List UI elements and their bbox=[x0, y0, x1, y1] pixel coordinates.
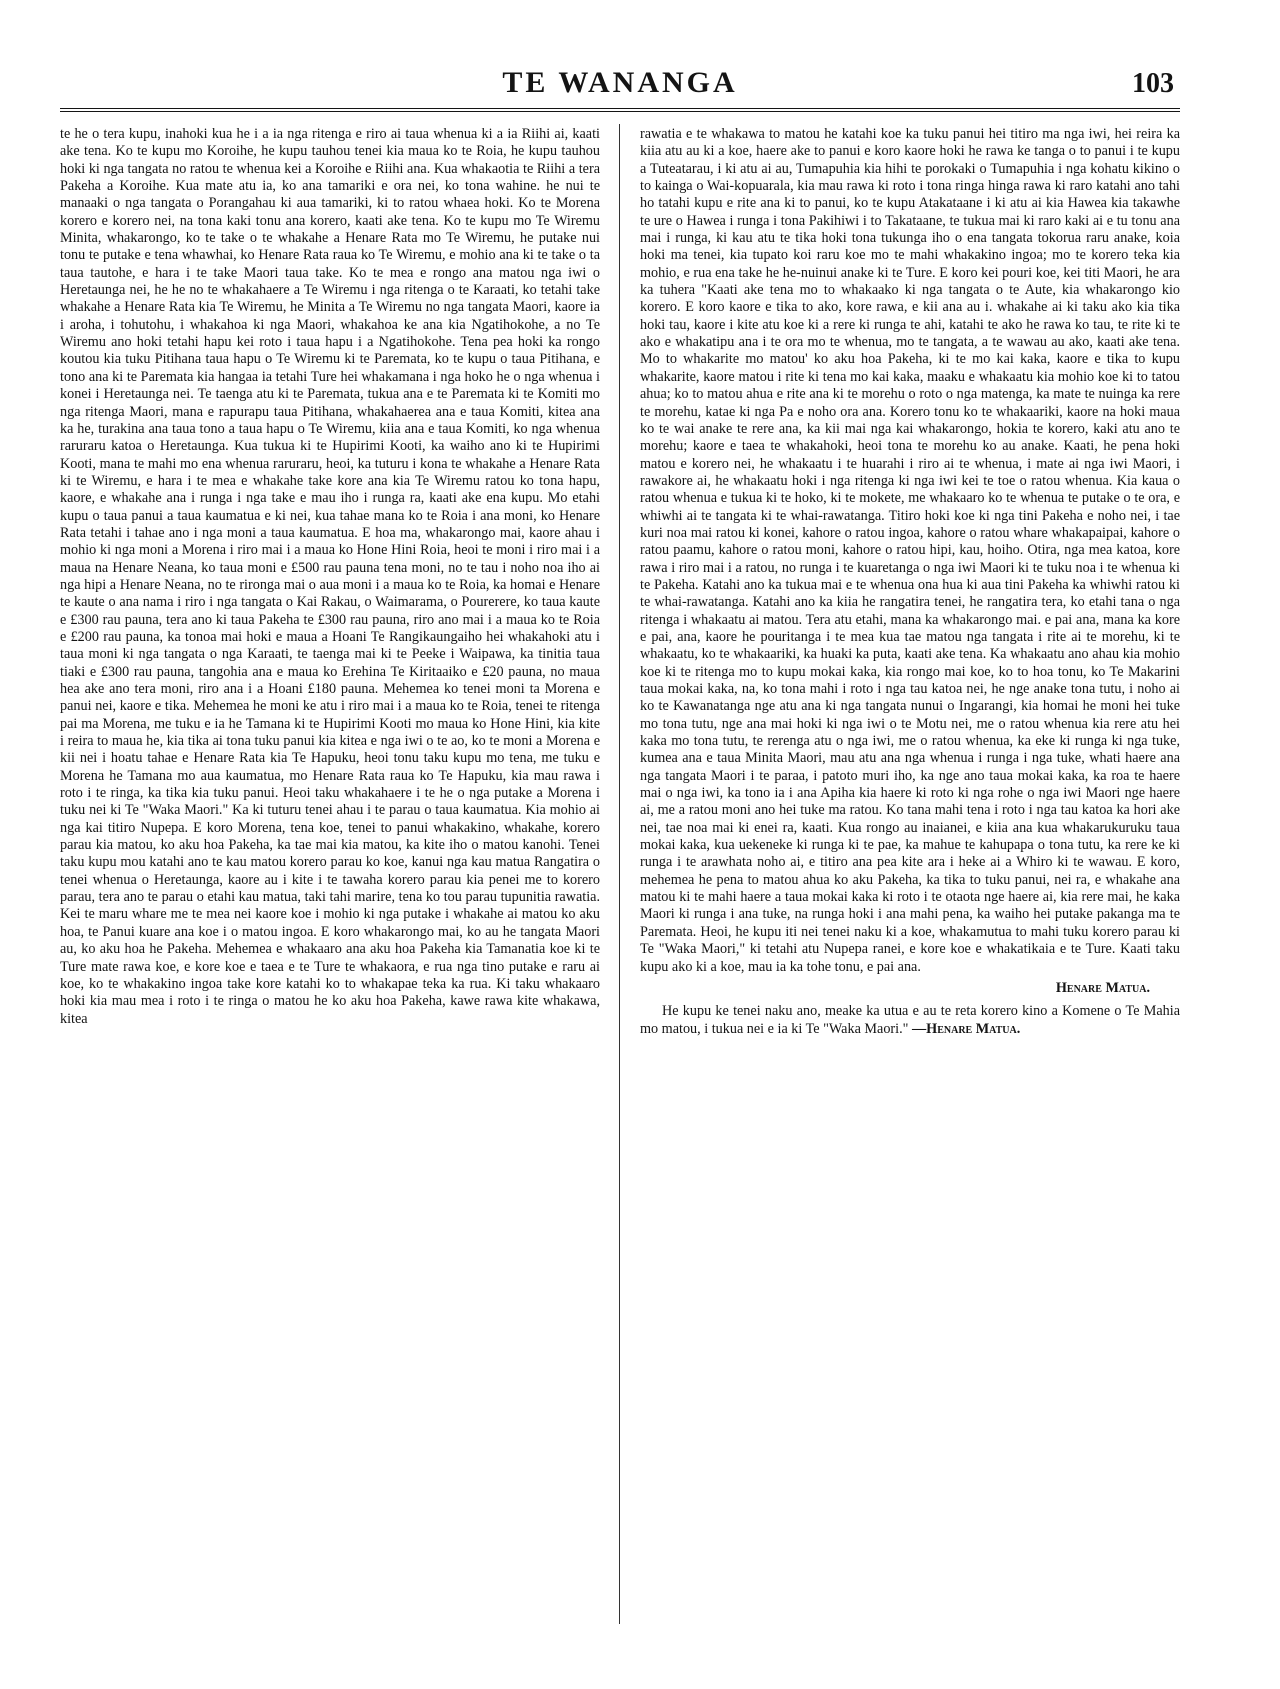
left-column bbox=[60, 126, 600, 1038]
footnote bbox=[640, 1003, 1180, 1038]
masthead bbox=[60, 66, 1180, 112]
newspaper-title: TE WANANGA bbox=[502, 66, 738, 99]
right-column-text: rawatia e te whakawa to matou he katahi koe ka tuku panui hei titiro ma nga iwi, hei reira ka kiia atu au ki a koe, haere ake to panui e koro kaore hoki he rawa ke tanga o to panui i te kupu a Tuteatarau, i ki atu ai au, Tumapuhia kia hihi te porokaki o Tumapuhia i nga kohatu kikino o to kainga o Wai-kopuarala, kia mau rawa ki roto i tona ringa hinga rawa ki raro katahi ano tahi ho tatahi kupu e rite ana ki to panui, ko te kupu Atakataane i ki atu ai kia Hawea kia takawhe te ure o Hawea i runga i tona Pakihiwi i to Takataane, te tukua mai ki raro kaki ai e tu tonu ana mai i runga, ki kau atu te tika hoki tona tukunga iho o ena tangata tokorua raru anake, koia hoki ma tenei, kia tupato koi raru koe mo te mahi whakakino ingoa; mo te korero teka kia mohio, e rua ena take he he-nuinui anake ki te Ture. E koro kei pouri koe, kei titi Maori, he ara ka tuhera "Kaati ake tena mo to whakaako ki nga tangata o te Aute, kia whakarongo kio korero. E koro kaore e tika to ako, kore rawa, e kii ana au i. whakahe ai ki taku ako kia tika hoki tau, kaore i kite atu koe ki a rere ki runga te ahi, katahi te ako he rawa ko tau, te rite ki te ako e whakatipu ana i te ora mo te whenua, mo te tangata, a te wawau au ako, kaati ake tena. Mo to whakarite mo matou' ko aku hoa Pakeha, ki te mo kai kaka, kaore e tika to kupu whakarite, kaore matou i rite ki tena mo kai kaka, maaku e whakaatu kia mohio koe ki to tatou ahua; ko to matou ahua e rite ana ki te morehu o roto o nga matenga, ka mate te nuinga ka rere te morehu, katae ki nga Pa e noho ora ana. Korero tonu ko te whakaariki, kaore na hoki maua ko te wai anake te rere ana, ka kii mai nga kai whakarongo, hokia te korero, kaki atu ano te morehu; kaore e taea te whakahoki, heoi tona te morehu ko au anake. Kaati, he pena hoki matou e korero nei, he whakaatu i te huarahi i riro ai te whenua, i mate ai nga iwi Maori, i rawakore ai, he whakaatu hoki i nga ritenga ki nga iwi kei te toe o ratou whenua. Kia kaua o ratou whenua e tukua ki te hoko, ki te mokete, me whakaaro ko te whenua te putake o te ora, e whiwhi ai te tangata ki te whai-rawatanga. Titiro hoki koe ki nga tini Pakeha e noho nei, i tae kuri noa mai ratou ki konei, kahore o ratou ingoa, kahore o ratou whare whakapaipai, kahore o ratou paamu, kahore o ratou moni, kahore o ratou hipi, kau, hoiho. Otira, nga mea katoa, kore rawa i riro mai i a ratou, no runga i te kuaretanga o nga iwi Maori ki te tuku noa i te whenua ki te Pakeha. Katahi ano ka tukua mai e te whenua ona hua ki aua tini Pakeha ka whiwhi ratou ki te whai-rawatanga. Katahi ano ka kiia he rangatira tenei, he rangatira tera, ko etahi tana o nga ritenga i whakaatu ai matou. Tera atu etahi, mana ka whakarongo mai. e pai ana, mana ka kore e pai, ana, kaore he pouritanga i te mea kua tae matou nga tangata i rite ai te morehu, ki te whakaatu, ko te whakaariki, ka huaki ka puta, kaati ake tena. Ka whakaatu ano ahau kia mohio koe ki te ritenga mo to kupu mokai kaka, kia rongo mai koe, ko to hoa tonu, ko Te Makarini taua mokai kaka, na, ko tona mahi i roto i nga tau katoa nei, he nge anake tona tutu, i noho ai ko te Kawanatanga nge atu ana ki nga tangata nunui o Ingarangi, kia homai he moni hei tuke mo tona tutu, nge ana mai hoki ki nga iwi o te Motu nei, me o ratou whenua kia rere atu hei kaka mo tona tutu, te rerenga atu o nga iwi, me o ratou whenua, ka eke ki runga ki nga tuke, kumea ana e taua Minita Maori, mau atu ana nga whenua i runga i nga tuke, whati haere ana nga tangata Maori i te paraa, i patoto muri iho, ka nge ano taua mokai kaka, ka roa te haere mai o nga iwi, ka tono ia i ana Apiha kia haere ki roto ki nga rohe o nga iwi Maori nge haere ai, me a ratou moni ano hei tuke ma ratou. Ko tana mahi tena i roto i nga tau katoa ka hori ake nei, tae noa mai ki enei ra, kaati. Kua rongo au inaianei, e kiia ana kua whakarukuruku taua mokai kaka, kua uekeneke ki runga ki te pae, ka mahue te kahupapa o tona tutu, ka rere ke ki runga i te arawhata noho ai, e titiro ana pea kite ara i heke ai a Whiro ki te wawau. E koro, mehemea he pena to matou ahua ko aku Pakeha, ka tika to tuku panui, nei ra, e whakahe ana matou ki te mahi haere a taua mokai kaka ki roto i te otaota nge haere ai, kia rere mai, he kaka Maori ki runga i ana tuke, na runga hoki i ana mahi pena, ka waiho hei putake pakanga ma te Paremata. Heoi, he kupu iti nei tenei naku ki a koe, whakamutua to mahi tuku korero parau ki Te "Waka Maori," ki tetahi atu Nupepa ranei, e kore koe e whakatikaia e te Ture. Kaati taku kupu ako ki a koe, mau ia ka tohe tonu, e pai ana. bbox=[640, 126, 1180, 975]
letter-signature: Henare Matua. bbox=[1055, 979, 1150, 996]
right-column bbox=[640, 126, 1180, 1038]
left-column-text: te he o tera kupu, inahoki kua he i a ia nga ritenga e riro ai taua whenua ki a ia Riihi ai, kaati ake tena. Ko te kupu mo Koroihe, he kupu tauhou tenei kia maua ko te Roia, he kupu tauhou hoki ki nga tangata no ratou te whenua kei a Koroihe e Riihi ana. Kua whakaotia te Riihi a tera Pakeha a Koroihe. Kua mate atu ia, ko ana tamariki e ora nei, ko tona wahine. he nui te manaaki o nga tangata o Porangahau ki aua tamariki, ki to ratou whaea hoki. Ko te Morena korero e korero nei, na tona kaki tonu ana korero, kaati ake tena. Ko te kupu mo Te Wiremu Minita, whakarongo, ko te take o te whakahe a Henare Rata mo Te Wiremu, he putake nui tonu te putake e tena whawhai, ko Henare Rata raua ko Te Wiremu, e mohio ana ki te take o ta taua tautohe, e hara i te take Maori taua take. Ko te mea e rongo ana matou nga iwi o Heretaunga nei, he he no te whakahaere a Te Wiremu i nga ritenga o te Karaati, ko tetahi take whakahe a Henare Rata kia Te Wiremu, he Minita a Te Wiremu no nga tangata Maori, kaore ia i aroha, i tohutohu, i whakahoa ki nga Maori, whakahoa ke ana kia Ngatihokohe, a no Te Wiremu ano hoki tetahi hapu kei roto i taua hapu i a Ngatihokohe. Tena pea hoki ka rongo koutou kia tuku Pitihana taua hapu o Te Wiremu ki te Paremata, ko te kupu o taua Pitihana, e tono ana ki te Paremata kia hangaa ia tetahi Ture hei whakamana i nga hoko he o nga whenua i konei i Heretaunga nei. Te taenga atu ki te Paremata, tukua ana e te Paremata ki te Komiti mo nga ritenga Maori, mana e rapurapu taua Pitihana, whakahaerea ana e taua Komiti, kitea ana ka he, turakina ana taua tono a taua hapu o Te Wiremu, kiia ana e taua Komiti, ko nga whenua raruraru katoa o Heretaunga. Kua tukua ki te Hupirimi Kooti, ka waiho ano ki te Hupirimi Kooti, mana te mahi mo ena whenua raruraru, heoi, ka tuturu i kona te whakahe a Henare Rata ki te Wiremu, e hara i te mea e whakahe take kore ana kia Te Wiremu ratou ko tona hapu, kaore, e whakahe ana i runga i nga take e mau iho i runga ra, kaati ake ena kupu. Mo etahi kupu o taua panui a taua kaumatua e ki nei, kua tahae mana ko te Roia i ana moni, ko Henare Rata tetahi i tahae ano i nga moni a taua kaumatua. E hoa ma, whakarongo mai, kaore ahau i mohio ki nga moni a Morena i riro mai i a maua ko Hone Hini Roia, heoi te moni i riro mai i a maua na Henare Neana, ko taua moni e £500 rau pauna tena moni, no te tau i noho noa iho ai nga hipi a Henare Neana, no te rironga mai o aua moni i a maua ko te Roia, ka homai e Henare te kaute o ana nama i riro i nga tangata o Kai Rakau, o Waimarama, o Pourerere, ko taua kaute e £300 rau pauna, tera ano ki taua Pakeha te £300 rau pauna, riro ano mai i a maua ko te Roia e £200 rau pauna, ka tonoa mai hoki e maua a Hoani Te Rangikaungaiho hei whakahoki atu i taua moni ki nga tangata o nga Karaati, te taenga mai ki te Peeke i Waipawa, ka tinitia taua tiaki e £300 rau pauna, tangohia ana e maua ko Erehina Te Kiritaaiko e £20 pauna, no maua hea ake ano tera moni, riro ana i a Hoani £180 pauna. Mehemea ko tenei moni ta Morena e panui nei, kaore e tika. Mehemea he moni ke atu i riro mai i a maua ko te Roia, tenei te ritenga pai ma Morena, me tuku e ia he Tamana ki te Hupirimi Kooti mo maua ko Hone Hini, kia kite i reira to maua he, kia tika ai tona tuku panui kia kitea e nga iwi o te ao, ko te moni a Morena e kii nei i hoatu tahae e Henare Rata kia Te Hapuku, heoi tonu taku kupu mo tena, me tuku e Morena he Tamana mo aua kaumatua, mo Henare Rata raua ko Te Hapuku, kia mau rawa i roto i te ringa, ka tika kia tuku panui. Heoi taku whakahaere i te he o nga putake a Morena i tuku nei ki Te "Waka Maori." Ka ki tuturu tenei ahau i te parau o taua kaumatua. Kia mohio ai nga kai titiro Nupepa. E koro Morena, tena koe, tenei to panui whakakino, whakahe, korero parau kia matou, ko aku hoa Pakeha, ka tae mai kia matou, ka kite iho o matou kanohi. Tenei taku kupu mou katahi ano te kau matou korero parau ko koe, kanui nga kau matua Rangatira o tenei whenua o Heretaunga, kaore au i kite i te tawaha korero parau kia penei me to korero parau, tera ano te parau o etahi kau matua, taki tahi marire, tena ko tou parau tupunitia rawatia. Kei te maru whare me te mea nei kaore koe i mohio ki nga putake i whakahe ai matou ko aku hoa, te Panui kuare ana koe i o matou ingoa. E koro whakarongo mai, ko au he tangata Maori au, ko aku hoa he Pakeha. Mehemea e whakaaro ana aku hoa Pakeha kia Tamanatia koe ki te Ture mate rawa koe, e kore koe e taea e te Ture te whakaora, e rua nga tino putake e raru ai koe, ko te whakakino ingoa take kore katahi ko to whakapae teka ka rua. Ki taku whakaaro hoki kia mau mea i roto i te ringa o matou he ko aku hoa Pakeha, kawe rawa kite whakawa, kitea bbox=[60, 126, 600, 1027]
footnote-text: He kupu ke tenei naku ano, meake ka utua e au te reta korero kino a Komene o Te Mahia mo matou, i tukua nei e ia ki Te "Waka Maori." bbox=[640, 1003, 1180, 1037]
article-columns bbox=[60, 126, 1180, 1038]
page-number: 103 bbox=[1132, 68, 1174, 99]
newspaper-page bbox=[60, 66, 1180, 1656]
footnote-signature: —Henare Matua. bbox=[911, 1020, 1021, 1037]
